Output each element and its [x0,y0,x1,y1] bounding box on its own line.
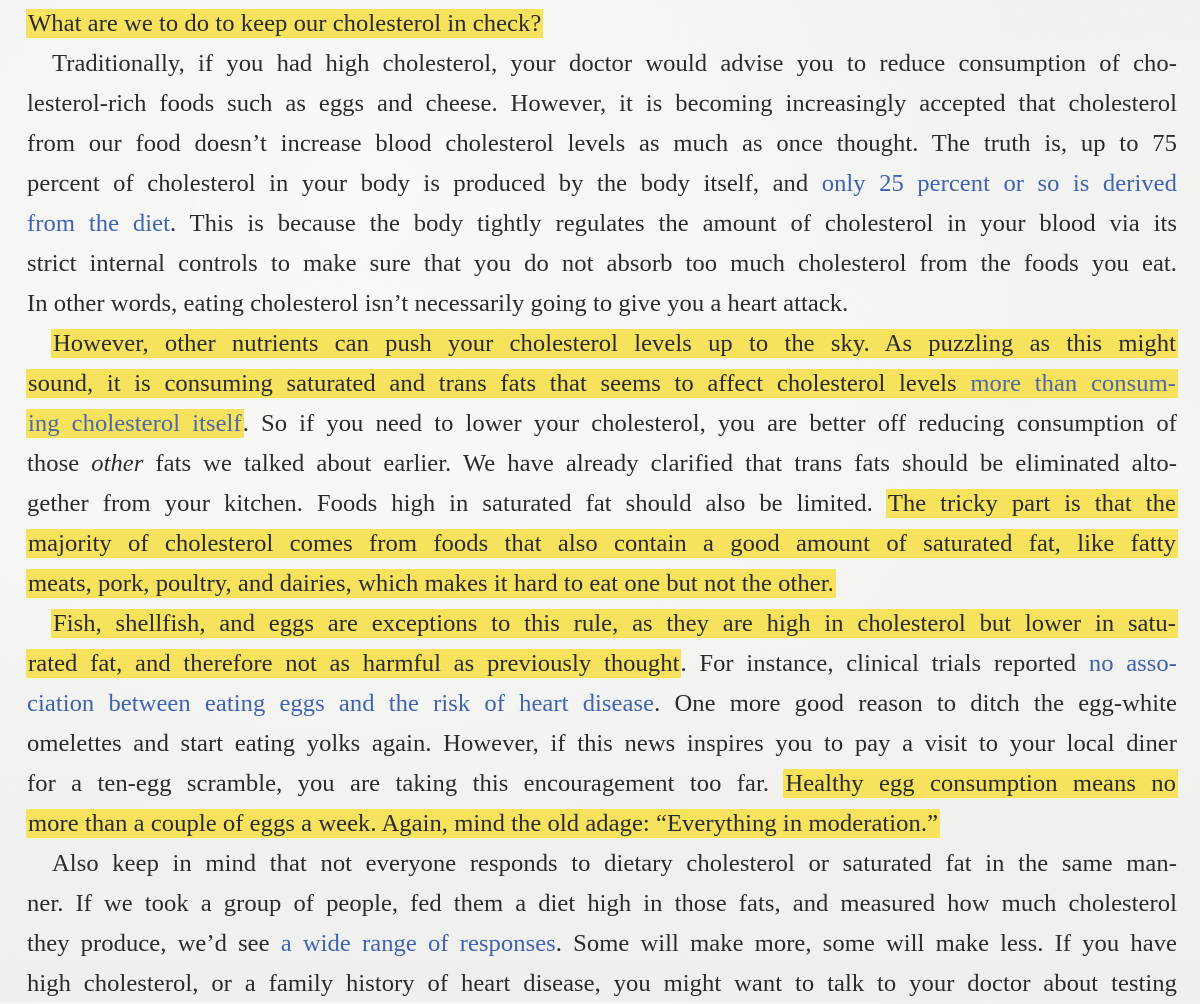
para2-line4-text-b: fats we talked about earlier. We have already clarified that trans fats should be eliminated alto- [143,450,1177,477]
para1-line6: strict internal controls to make sure that you do not absorb too much cholesterol from the foods you eat. [27,250,1177,277]
para2-line4-text-a: those [27,450,92,477]
para2-line4-italic: other [91,450,144,477]
para3-line3 [27,684,1177,724]
para2-line5-highlight: The tricky part is that the [887,490,1176,517]
para2-line6-highlight: majority of cholesterol comes from foods that also contain a good amount of saturated fat, like fatty [28,530,1176,557]
para2-line7-highlight: meats, pork, poultry, and dairies, which makes it hard to eat one but not the other. [28,570,834,597]
para1-line5-text: . This is because the body tightly regulates the amount of cholesterol in your blood via its [169,210,1177,237]
link-no-association-part2[interactable]: ciation between eating eggs and the risk of heart disease [27,690,655,717]
para1-line4-text: percent of cholesterol in your body is produced by the body itself, and [27,170,822,197]
link-no-association-part1[interactable]: no asso- [1088,650,1178,677]
para3-line2-highlight: rated fat, and therefore not as harmful as previously thought [28,650,680,677]
link-wide-range-of-responses[interactable]: a wide range of responses [280,930,556,957]
para3-line4: omelettes and start eating yolks again. However, if this news inspires you to pay a visit to your local diner [27,730,1177,757]
para3-line3-text: . One more good reason to ditch the egg-white [654,690,1178,717]
para3-line5-text: for a ten-egg scramble, you are taking this encouragement too far. [27,770,785,797]
para1-line7: In other words, eating cholesterol isn’t necessarily going to give you a heart attack. [27,290,849,317]
para3-line1 [52,604,1177,644]
para2-line5 [27,484,1177,524]
para4-line3-text-b: . Some will make more, some will make less. If you have [555,930,1177,957]
para2-line2-text: sound, it is consuming saturated and trans fats that seems to affect cholesterol levels [28,370,971,397]
link-more-than-consuming-part1[interactable]: more than consum- [970,370,1176,397]
para3-line5 [27,764,1177,804]
para2-line2-highlight [27,370,1177,397]
link-more-than-consuming-part2[interactable]: ing cholesterol itself [28,410,242,437]
para1-line1: Traditionally, if you had high cholesterol, your doctor would advise you to reduce consumption of cho- [52,50,1177,77]
para2-line4 [27,444,1177,484]
para2-line3-text: . So if you need to lower your cholesterol, you are better off reducing consumption of [242,410,1177,437]
para1-line4 [27,164,1177,204]
para1-line5 [27,204,1177,244]
para4-line1: Also keep in mind that not everyone responds to dietary cholesterol or saturated fat in the same man- [52,850,1177,877]
para4-line3-text-a: they produce, we’d see [27,930,281,957]
para2-line1 [52,324,1177,364]
para2-line3-highlight [27,410,243,437]
para4-line2: ner. If we took a group of people, fed them a diet high in those fats, and measured how much cholesterol [27,890,1177,917]
para3-line1-highlight: Fish, shellfish, and eggs are exceptions to this rule, as they are high in cholesterol but lower in satu- [53,610,1176,637]
heading-highlight: What are we to do to keep our cholesterol in check? [28,10,542,37]
para3-line2 [27,644,1177,684]
para1-line3: from our food doesn’t increase blood cholesterol levels as much as once thought. The truth is, up to 75 [27,130,1177,157]
link-derived-from-diet-part2[interactable]: from the diet [27,210,170,237]
para2-line1-highlight: However, other nutrients can push your cholesterol levels up to the sky. As puzzling as this might [53,330,1176,357]
para3-line6 [27,804,939,844]
para2-line5-text: gether from your kitchen. Foods high in saturated fat should also be limited. [27,490,887,517]
para2-line6 [27,524,1177,564]
book-page [27,4,1177,999]
para2-line3 [27,404,1177,444]
para2-line7 [27,564,835,604]
para3-line2-text: . For instance, clinical trials reported [680,650,1089,677]
para4-line4: high cholesterol, or a family history of heart disease, you might want to talk to your doctor about testing [27,970,1177,997]
para3-line6-highlight: more than a couple of eggs a week. Again, mind the old adage: “Everything in moderation.” [28,810,939,837]
para1-line2: lesterol-rich foods such as eggs and cheese. However, it is becoming increasingly accepted that cholesterol [27,90,1177,117]
para2-line2 [27,364,1177,404]
para3-line5-highlight: Healthy egg consumption means no [785,770,1176,797]
link-derived-from-diet-part1[interactable]: only 25 percent or so is derived [821,170,1177,197]
para4-line3 [27,924,1177,964]
section-heading [27,4,542,44]
